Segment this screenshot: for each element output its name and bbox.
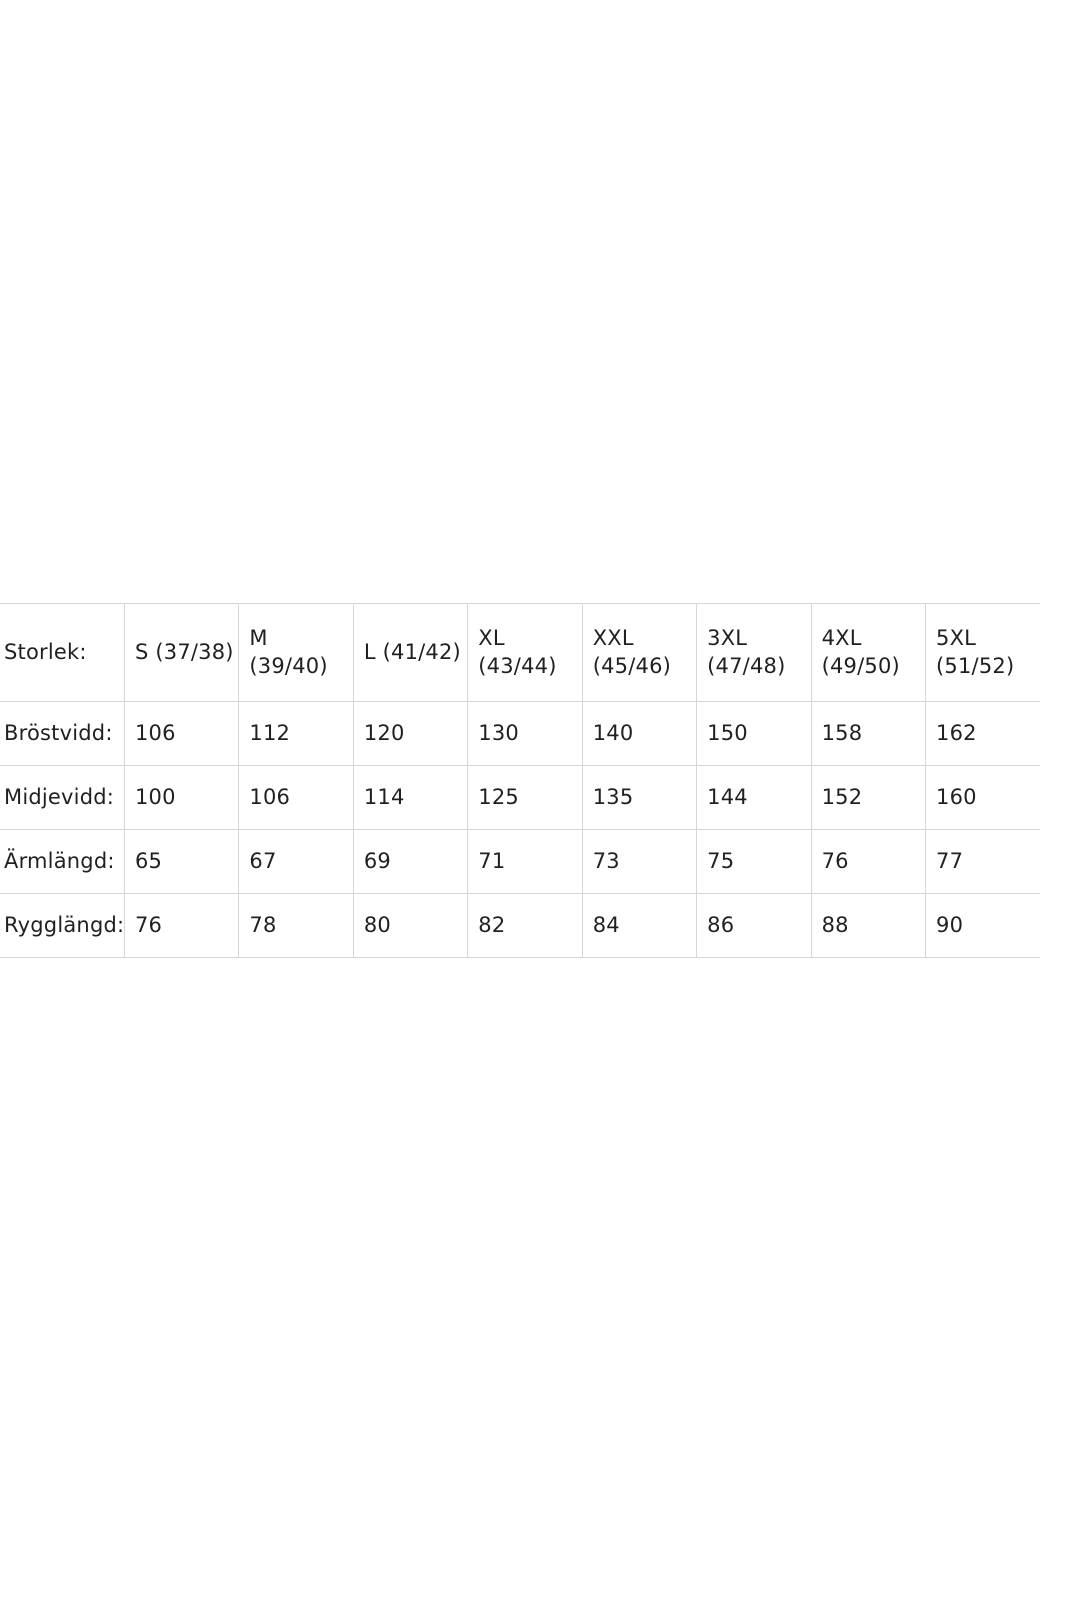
table-header-m: M (39/40) [239, 604, 353, 702]
cell-brostvidd-l: 120 [353, 702, 467, 766]
cell-brostvidd-4xl: 158 [811, 702, 925, 766]
cell-midjevidd-4xl: 152 [811, 766, 925, 830]
cell-midjevidd-5xl: 160 [926, 766, 1040, 830]
cell-armlangd-m: 67 [239, 830, 353, 894]
row-label-armlangd: Ärmlängd: [0, 830, 124, 894]
row-label-brostvidd: Bröstvidd: [0, 702, 124, 766]
row-label-midjevidd: Midjevidd: [0, 766, 124, 830]
cell-armlangd-xxl: 73 [582, 830, 696, 894]
table-header-size-label: Storlek: [0, 604, 124, 702]
cell-rygglangd-l: 80 [353, 894, 467, 958]
cell-brostvidd-xl: 130 [468, 702, 582, 766]
cell-midjevidd-s: 100 [124, 766, 238, 830]
cell-armlangd-5xl: 77 [926, 830, 1040, 894]
table-row [0, 830, 1040, 894]
cell-armlangd-3xl: 75 [697, 830, 811, 894]
cell-rygglangd-s: 76 [124, 894, 238, 958]
cell-rygglangd-xxl: 84 [582, 894, 696, 958]
cell-rygglangd-5xl: 90 [926, 894, 1040, 958]
table-header-s: S (37/38) [124, 604, 238, 702]
table-header-xxl: XXL (45/46) [582, 604, 696, 702]
table-header-5xl: 5XL (51/52) [926, 604, 1040, 702]
cell-midjevidd-xl: 125 [468, 766, 582, 830]
table-row [0, 766, 1040, 830]
size-chart [0, 603, 1040, 958]
cell-armlangd-s: 65 [124, 830, 238, 894]
cell-midjevidd-xxl: 135 [582, 766, 696, 830]
cell-rygglangd-xl: 82 [468, 894, 582, 958]
cell-rygglangd-4xl: 88 [811, 894, 925, 958]
cell-brostvidd-m: 112 [239, 702, 353, 766]
table-header-l: L (41/42) [353, 604, 467, 702]
cell-midjevidd-3xl: 144 [697, 766, 811, 830]
cell-armlangd-xl: 71 [468, 830, 582, 894]
cell-armlangd-4xl: 76 [811, 830, 925, 894]
table-header-4xl: 4XL (49/50) [811, 604, 925, 702]
cell-rygglangd-3xl: 86 [697, 894, 811, 958]
table-header-xl: XL (43/44) [468, 604, 582, 702]
table-header-row [0, 604, 1040, 702]
table-row [0, 894, 1040, 958]
cell-midjevidd-l: 114 [353, 766, 467, 830]
cell-brostvidd-xxl: 140 [582, 702, 696, 766]
table-row [0, 702, 1040, 766]
table-header-3xl: 3XL (47/48) [697, 604, 811, 702]
cell-brostvidd-5xl: 162 [926, 702, 1040, 766]
cell-midjevidd-m: 106 [239, 766, 353, 830]
cell-armlangd-l: 69 [353, 830, 467, 894]
size-table [0, 603, 1040, 958]
cell-brostvidd-3xl: 150 [697, 702, 811, 766]
cell-brostvidd-s: 106 [124, 702, 238, 766]
row-label-rygglangd: Rygglängd: [0, 894, 124, 958]
cell-rygglangd-m: 78 [239, 894, 353, 958]
